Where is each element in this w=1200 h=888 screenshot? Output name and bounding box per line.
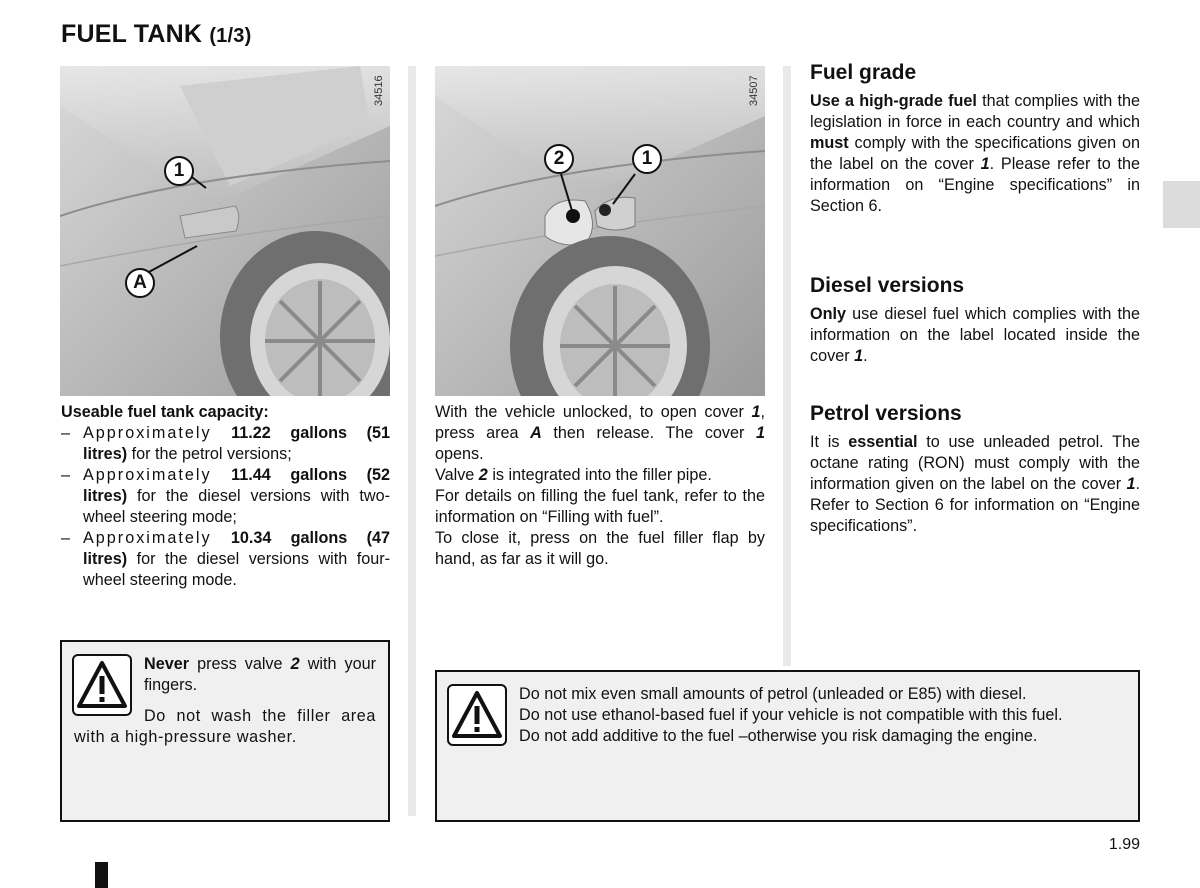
opening-paragraph-1 [435, 402, 765, 465]
warning-text-left [144, 654, 376, 696]
page-number: 1.99 [1108, 836, 1140, 853]
warning-box-fuel [435, 670, 1140, 822]
petrol-section [810, 403, 1140, 537]
text: With the vehicle unlocked, to open cover [435, 403, 744, 421]
warning-line-1: Do not mix even small amounts of petrol (unleaded or E85) with diesel. [519, 685, 1027, 703]
item-rest: for the diesel versions with four-wheel steering mode. [83, 550, 390, 589]
fuel-grade-heading: Fuel grade [810, 61, 917, 84]
bold-text: Never [144, 655, 189, 673]
text: . Please refer to the information on “Engine specifications” in Section 6. [810, 155, 1140, 215]
page-title [61, 20, 251, 49]
ref-area: A [530, 424, 542, 442]
figure-code-middle: 34507 [748, 75, 760, 106]
text: use diesel fuel which complies with the information on the label located inside the cover [810, 305, 1140, 365]
ref-cover: 1 [751, 403, 761, 421]
callout-1-middle: 1 [632, 144, 662, 174]
diesel-heading: Diesel versions [810, 274, 965, 297]
section-tab [1163, 181, 1200, 228]
fuel-grade-paragraph [810, 91, 1140, 217]
text: . [863, 347, 868, 365]
car-rear-open-flap-illustration [435, 66, 765, 396]
bold-text: Use a high-grade fuel [810, 92, 977, 110]
warning-text-right [519, 684, 1129, 747]
ref-cover: 1 [854, 347, 864, 365]
list-dash: – [61, 529, 71, 547]
ref-valve: 2 [478, 466, 488, 484]
text: comply with the specifications given on the label on the cover [810, 134, 1140, 173]
capacity-item [61, 465, 390, 528]
ref-cover: 1 [980, 155, 990, 173]
opening-paragraph-4: To close it, press on the fuel filler flap by hand, as far as it will go. [435, 529, 765, 568]
ref-cover: 1 [756, 424, 766, 442]
warning-line-3: Do not add additive to the fuel –otherwise you risk damaging the engine. [519, 727, 1038, 745]
capacity-section [61, 402, 390, 591]
title-part: (1/3) [209, 25, 252, 47]
item-amount: 10.34 gallons (47 litres) [83, 529, 390, 568]
item-lead: Approximately [83, 466, 212, 484]
item-amount: 11.44 gallons (52 litres) [83, 466, 391, 505]
figure-fuel-flap-open [435, 66, 765, 396]
text: Valve [435, 466, 475, 484]
opening-paragraph-3: For details on filling the fuel tank, refer to the information on “Filling with fuel”. [435, 487, 765, 526]
list-dash: – [61, 466, 71, 484]
fuel-grade-section [810, 62, 1140, 217]
warning-triangle-icon [449, 686, 505, 744]
opening-section [435, 402, 765, 570]
text: Do not wash the filler area with a high-pressure washer. [74, 707, 376, 746]
capacity-item [61, 528, 390, 591]
warning-box-valve [60, 640, 390, 822]
warning-text-left-2 [74, 706, 376, 748]
text: to use unleaded petrol. The octane rating (RON) must comply with the information given on the label on the cover [810, 433, 1141, 493]
bold-text: essential [848, 433, 918, 451]
list-dash: – [61, 424, 71, 442]
text: It is [810, 433, 840, 451]
capacity-heading: Useable fuel tank capacity: [61, 403, 269, 421]
item-amount: 11.22 gallons (51 litres) [83, 424, 391, 463]
column-divider-1 [408, 66, 416, 816]
text: press valve [197, 655, 283, 673]
capacity-item [61, 423, 390, 465]
bold-text: must [810, 134, 849, 152]
text: opens. [435, 445, 484, 463]
binding-mark [95, 862, 108, 888]
item-rest: for the diesel versions with two-wheel steering mode; [83, 487, 390, 526]
ref-cover: 1 [1126, 475, 1136, 493]
callout-1-left: 1 [164, 156, 194, 186]
warning-line-1 [144, 654, 376, 696]
item-rest: for the petrol versions; [131, 445, 292, 463]
bold-text: Only [810, 305, 846, 323]
text: that complies with the legislation in force in each country and which [810, 92, 1141, 131]
ref-valve: 2 [290, 655, 300, 673]
petrol-heading: Petrol versions [810, 402, 962, 425]
petrol-paragraph [810, 432, 1140, 537]
title-text: FUEL TANK [61, 20, 203, 48]
figure-code-left: 34516 [373, 75, 385, 106]
warning-triangle-icon [447, 684, 507, 746]
diesel-paragraph [810, 304, 1140, 367]
warning-line-2: Do not use ethanol-based fuel if your vehicle is not compatible with this fuel. [519, 706, 1063, 724]
figure-fuel-flap-closed [60, 66, 390, 396]
car-rear-illustration [60, 66, 390, 396]
item-lead: Approximately [83, 424, 212, 442]
item-lead: Approximately [83, 529, 212, 547]
text: is integrated into the filler pipe. [492, 466, 712, 484]
opening-paragraph-2 [435, 465, 765, 486]
text: , press area [435, 403, 765, 442]
column-divider-2 [783, 66, 791, 666]
callout-a-left: A [125, 268, 155, 298]
text: . Refer to Section 6 for information on “Engine specifications”. [810, 475, 1141, 535]
callout-2-middle: 2 [544, 144, 574, 174]
text: with your fingers. [144, 655, 377, 694]
text: then release. The cover [553, 424, 745, 442]
diesel-section [810, 275, 1140, 367]
